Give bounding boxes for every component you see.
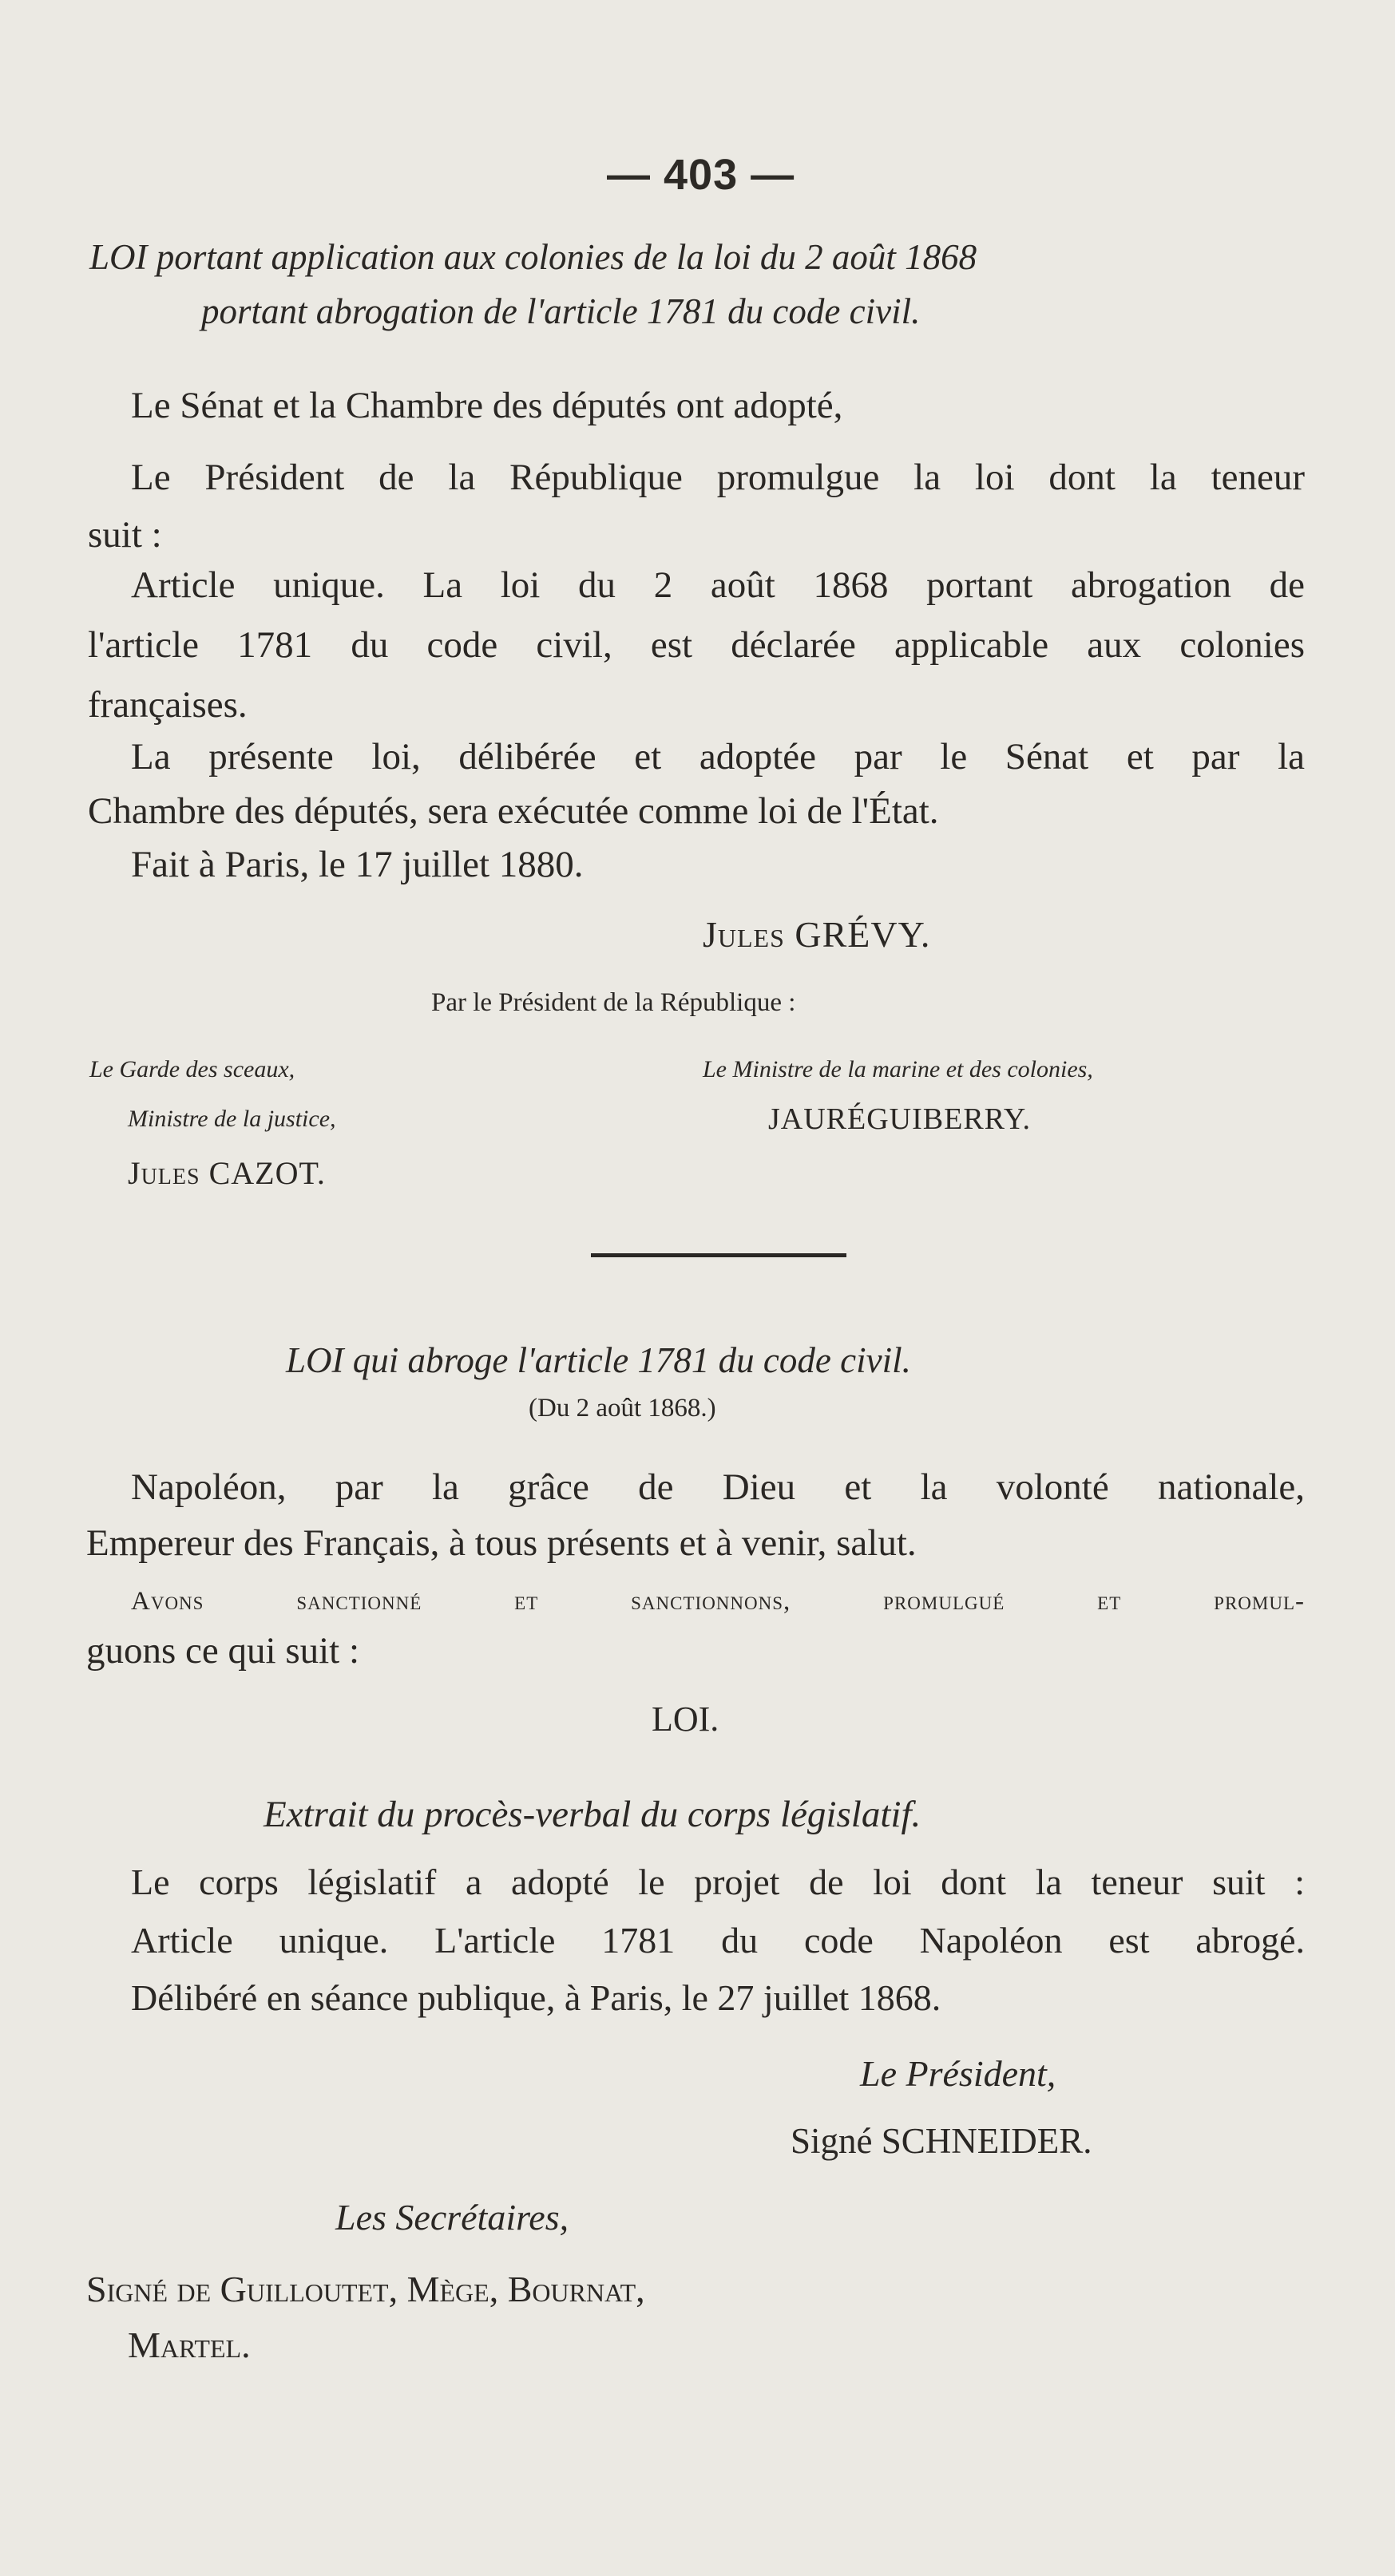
par-le-president: Par le Président de la République : — [431, 988, 796, 1017]
section-separator — [591, 1253, 846, 1257]
secretaires-signatures-2: Martel. — [128, 2325, 251, 2365]
law1-line-3: suit : — [88, 514, 162, 556]
law1-line-6: françaises. — [88, 684, 248, 726]
law2-line-2: Empereur des Français, à tous présents et à venir, salut. — [86, 1522, 917, 1564]
law2-body-line-1: Le corps législatif a adopté le projet de loi dont la teneur suit : — [131, 1862, 1305, 1902]
law1-line-9: Fait à Paris, le 17 juillet 1880. — [131, 844, 584, 885]
law1-line-8: Chambre des députés, sera exécutée comme loi de l'État. — [88, 790, 939, 832]
law1-line-5: l'article 1781 du code civil, est déclarée applicable aux colonies — [88, 624, 1305, 666]
secretaires-signatures-1: Signé de Guilloutet, Mège, Bournat, — [86, 2269, 645, 2309]
ministre-justice: Ministre de la justice, — [128, 1106, 336, 1132]
law2-line-3: Avons sanctionné et sanctionnons, promulgué et promul- — [131, 1587, 1305, 1616]
les-secretaires: Les Secrétaires, — [335, 2197, 569, 2238]
law1-title-line2: portant abrogation de l'article 1781 du code civil. — [201, 291, 921, 331]
extrait-heading: Extrait du procès-verbal du corps législatif. — [264, 1794, 921, 1835]
law1-line-2: Le Président de la République promulgue la loi dont la teneur — [131, 457, 1305, 498]
law2-title: LOI qui abroge l'article 1781 du code civil. — [286, 1340, 911, 1380]
law1-title-line1: LOI portant application aux colonies de la loi du 2 août 1868 — [89, 237, 977, 277]
president-signature: Jules GRÉVY. — [703, 914, 931, 955]
law2-body-line-3: Délibéré en séance publique, à Paris, le 27 juillet 1868. — [131, 1977, 941, 2018]
law1-line-1: Le Sénat et la Chambre des députés ont adopté, — [131, 385, 843, 426]
garde-des-sceaux: Le Garde des sceaux, — [89, 1056, 295, 1082]
signe-schneider: Signé SCHNEIDER. — [791, 2121, 1092, 2161]
law2-line-1: Napoléon, par la grâce de Dieu et la volonté nationale, — [131, 1466, 1305, 1508]
law2-body-line-2: Article unique. L'article 1781 du code Napoléon est abrogé. — [131, 1920, 1305, 1961]
jaureguiberry-signature: JAURÉGUIBERRY. — [768, 1102, 1031, 1136]
loi-heading: LOI. — [652, 1700, 719, 1739]
le-president: Le Président, — [860, 2053, 1056, 2094]
page-number: — 403 — — [607, 151, 795, 199]
law2-date: (Du 2 août 1868.) — [529, 1394, 716, 1423]
law1-line-4: Article unique. La loi du 2 août 1868 portant abrogation de — [131, 564, 1305, 606]
ministre-marine: Le Ministre de la marine et des colonies, — [703, 1056, 1093, 1082]
law2-line-4: guons ce qui suit : — [86, 1630, 360, 1672]
cazot-signature: Jules CAZOT. — [128, 1155, 326, 1191]
law1-line-7: La présente loi, délibérée et adoptée par le Sénat et par la — [131, 736, 1305, 778]
